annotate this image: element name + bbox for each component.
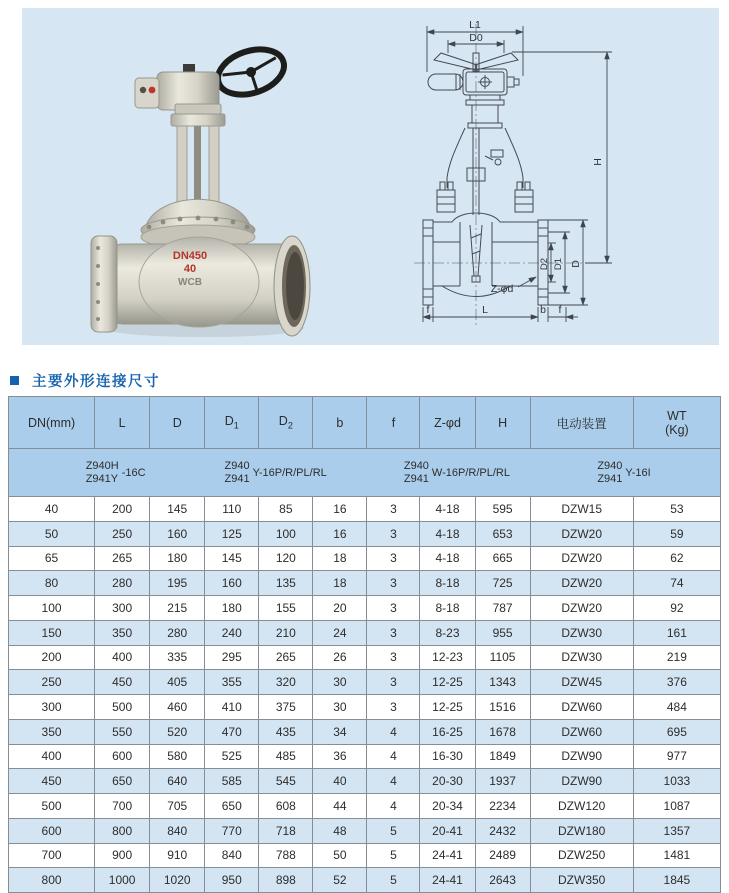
table-cell: 1357 [633,818,720,843]
table-cell: 376 [633,670,720,695]
table-cell: 770 [205,818,259,843]
table-cell: 800 [9,868,95,893]
table-cell: DZW30 [530,645,633,670]
table-cell: 350 [9,719,95,744]
table-cell: 48 [313,818,367,843]
table-cell: 2234 [475,794,530,819]
table-cell: 12-25 [420,695,475,720]
table-cell: 700 [9,843,95,868]
table-cell: 250 [9,670,95,695]
column-header: b [313,397,367,449]
table-cell: 1000 [95,868,150,893]
table-body [9,497,721,893]
table-cell: 50 [313,843,367,868]
marking-material: WCB [178,277,202,288]
table-cell: 375 [259,695,313,720]
table-cell: 240 [205,620,259,645]
table-cell: 200 [95,497,150,522]
table-cell: 16 [313,497,367,522]
table-cell: 1516 [475,695,530,720]
table-cell: 350 [95,620,150,645]
model-group: Z940 Z941 Y-16I [597,459,651,485]
table-cell: 16-25 [420,719,475,744]
model-designation-row [9,449,721,497]
table-cell: 161 [633,620,720,645]
column-header: $D_1$ [205,397,259,449]
table-cell: DZW45 [530,670,633,695]
table-cell: 34 [313,719,367,744]
table-cell: 265 [95,546,150,571]
table-cell: 3 [367,596,420,621]
dim-label-f-left: f [426,304,430,316]
table-cell: 653 [475,521,530,546]
table-cell: 20-41 [420,818,475,843]
table-cell: 4 [367,794,420,819]
yoke [177,126,219,206]
table-cell: 8-18 [420,596,475,621]
table-cell: 470 [205,719,259,744]
table-cell: DZW120 [530,794,633,819]
table-cell: 525 [205,744,259,769]
table-cell: 145 [150,497,205,522]
table-row [9,769,721,794]
model-group: Z940 Z941 W-16P/R/PL/RL [403,459,510,485]
dimension-labels [427,19,604,316]
table-cell: 16 [313,521,367,546]
table-cell: 195 [150,571,205,596]
table-cell: 26 [313,645,367,670]
table-cell: 5 [367,843,420,868]
table-cell: DZW60 [530,695,633,720]
table-cell: 3 [367,645,420,670]
table-row [9,521,721,546]
table-cell: 20 [313,596,367,621]
table-cell: 24-41 [420,843,475,868]
column-header: Z-φd [420,397,475,449]
table-cell: 700 [95,794,150,819]
table-cell: 898 [259,868,313,893]
marking-pn: 40 [183,263,197,275]
table-cell: 695 [633,719,720,744]
marking-dn: DN450 [172,250,208,262]
table-cell: 74 [633,571,720,596]
table-cell: 180 [205,596,259,621]
table-row [9,546,721,571]
table-cell: 250 [95,521,150,546]
table-cell: 595 [475,497,530,522]
table-cell: 640 [150,769,205,794]
valve-dimension-drawing [390,10,720,345]
table-cell: 120 [259,546,313,571]
table-cell: 18 [313,571,367,596]
column-header: 电动装置 [530,397,633,449]
dimensions-table [8,396,721,893]
table-cell: 215 [150,596,205,621]
table-cell: DZW20 [530,546,633,571]
table-cell: 545 [259,769,313,794]
table-cell: 1105 [475,645,530,670]
table-row [9,670,721,695]
table-cell: 1481 [633,843,720,868]
table-cell: 400 [9,744,95,769]
table-cell: DZW180 [530,818,633,843]
table-cell: 665 [475,546,530,571]
left-flange [91,236,117,332]
table-head [9,397,721,497]
valve-outline [423,53,548,305]
handwheel [212,42,290,103]
table-cell: 160 [205,571,259,596]
table-cell: 608 [259,794,313,819]
table-cell: 24-41 [420,868,475,893]
table-cell: 1849 [475,744,530,769]
table-cell: 3 [367,497,420,522]
table-cell: 4-18 [420,546,475,571]
table-cell: 788 [259,843,313,868]
table-cell: 460 [150,695,205,720]
table-cell: 50 [9,521,95,546]
electric-actuator [135,64,225,126]
table-cell: 4-18 [420,497,475,522]
column-header: f [367,397,420,449]
table-cell: 280 [150,620,205,645]
table-cell: 20-34 [420,794,475,819]
table-cell: 650 [95,769,150,794]
right-flange [274,236,310,336]
product-image-panel [22,8,719,345]
heading-bullet-icon [10,376,19,385]
table-row [9,843,721,868]
table-cell: 8-18 [420,571,475,596]
table-cell: 2432 [475,818,530,843]
table-cell: 550 [95,719,150,744]
table-cell: 320 [259,670,313,695]
table-cell: 5 [367,818,420,843]
table-row [9,868,721,893]
dim-label-D2: D2 [539,257,550,271]
dim-label-H: H [592,158,604,166]
table-cell: 30 [313,695,367,720]
table-cell: 210 [259,620,313,645]
table-cell: 3 [367,571,420,596]
table-cell: 3 [367,521,420,546]
valve-photo [77,16,332,346]
table-cell: 80 [9,571,95,596]
table-cell: 5 [367,868,420,893]
dim-label-D: D [570,260,582,268]
table-cell: 295 [205,645,259,670]
table-cell: 40 [9,497,95,522]
table-cell: 3 [367,670,420,695]
table-cell: 355 [205,670,259,695]
table-cell: 840 [205,843,259,868]
table-cell: 725 [475,571,530,596]
table-cell: 3 [367,546,420,571]
indicator-light [149,87,156,94]
model-group: Z940H Z941Y -16C [85,459,146,485]
table-cell: DZW60 [530,719,633,744]
table-cell: 59 [633,521,720,546]
table-cell: 92 [633,596,720,621]
table-cell: 4 [367,769,420,794]
table-cell: 520 [150,719,205,744]
table-cell: 36 [313,744,367,769]
table-cell: 1678 [475,719,530,744]
table-row [9,497,721,522]
table-cell: 435 [259,719,313,744]
section-title: 主要外形连接尺寸 [32,374,160,390]
table-cell: 500 [9,794,95,819]
table-cell: 300 [95,596,150,621]
table-row [9,620,721,645]
column-header: WT (Kg) [633,397,720,449]
table-cell: 65 [9,546,95,571]
table-cell: DZW350 [530,868,633,893]
table-cell: 145 [205,546,259,571]
table-cell: DZW20 [530,596,633,621]
table-row [9,719,721,744]
column-header: DN(mm) [9,397,95,449]
table-cell: 450 [95,670,150,695]
table-cell: 110 [205,497,259,522]
table-cell: 1020 [150,868,205,893]
table-cell: 400 [95,645,150,670]
table-cell: 265 [259,645,313,670]
table-row [9,571,721,596]
table-cell: 4 [367,719,420,744]
table-cell: 44 [313,794,367,819]
dim-label-L: L [482,304,488,316]
table-cell: 1033 [633,769,720,794]
table-cell: DZW30 [530,620,633,645]
table-cell: 4 [367,744,420,769]
table-cell: 20-30 [420,769,475,794]
table-cell: 718 [259,818,313,843]
column-header: D [150,397,205,449]
table-cell: 955 [475,620,530,645]
dim-label-b: b [540,304,546,316]
column-header: $D_2$ [259,397,313,449]
table-cell: 484 [633,695,720,720]
table-cell: 200 [9,645,95,670]
table-cell: 450 [9,769,95,794]
table-cell: DZW15 [530,497,633,522]
dim-label-L1: L1 [469,19,481,31]
table-cell: 40 [313,769,367,794]
table-cell: 62 [633,546,720,571]
table-cell: 4-18 [420,521,475,546]
table-cell: DZW90 [530,744,633,769]
table-cell: 280 [95,571,150,596]
table-cell: 8-23 [420,620,475,645]
table-cell: 3 [367,620,420,645]
table-cell: 12-23 [420,645,475,670]
table-row [9,596,721,621]
table-cell: 1845 [633,868,720,893]
table-cell: 300 [9,695,95,720]
table-cell: 30 [313,670,367,695]
table-cell: 2489 [475,843,530,868]
table-cell: 1087 [633,794,720,819]
table-cell: 135 [259,571,313,596]
table-cell: DZW20 [530,571,633,596]
dim-label-D0: D0 [469,32,483,44]
table-cell: 18 [313,546,367,571]
table-cell: 12-25 [420,670,475,695]
table-cell: 53 [633,497,720,522]
table-cell: DZW250 [530,843,633,868]
table-cell: 800 [95,818,150,843]
table-cell: 2643 [475,868,530,893]
table-cell: 977 [633,744,720,769]
table-cell: 585 [205,769,259,794]
dim-label-D1: D1 [553,257,564,271]
table-cell: 160 [150,521,205,546]
dim-label-Z-phi-d: Z-φd [490,283,514,295]
table-cell: 1937 [475,769,530,794]
table-cell: 600 [95,744,150,769]
table-cell: 650 [205,794,259,819]
table-cell: 155 [259,596,313,621]
table-row [9,695,721,720]
table-cell: 910 [150,843,205,868]
table-cell: 150 [9,620,95,645]
table-cell: 500 [95,695,150,720]
table-cell: DZW20 [530,521,633,546]
table-cell: 405 [150,670,205,695]
table-row [9,818,721,843]
table-cell: 3 [367,695,420,720]
column-header: L [95,397,150,449]
table-cell: 85 [259,497,313,522]
table-cell: 24 [313,620,367,645]
table-cell: DZW90 [530,769,633,794]
table-row [9,794,721,819]
dimension-lines [423,26,612,322]
table-cell: 100 [259,521,313,546]
table-cell: 705 [150,794,205,819]
table-cell: 52 [313,868,367,893]
dim-label-f-right: f [558,304,562,316]
table-cell: 900 [95,843,150,868]
table-cell: 840 [150,818,205,843]
table-row [9,744,721,769]
section-heading [10,370,160,391]
table-cell: 787 [475,596,530,621]
model-group: Z940 Z941 Y-16P/R/PL/RL [224,459,327,485]
table-cell: 950 [205,868,259,893]
table-cell: 219 [633,645,720,670]
table-cell: 485 [259,744,313,769]
table-cell: 580 [150,744,205,769]
column-header: H [475,397,530,449]
table-cell: 16-30 [420,744,475,769]
table-row [9,645,721,670]
table-cell: 335 [150,645,205,670]
table-cell: 125 [205,521,259,546]
table-cell: 180 [150,546,205,571]
table-cell: 410 [205,695,259,720]
table-cell: 1343 [475,670,530,695]
table-cell: 100 [9,596,95,621]
table-cell: 600 [9,818,95,843]
